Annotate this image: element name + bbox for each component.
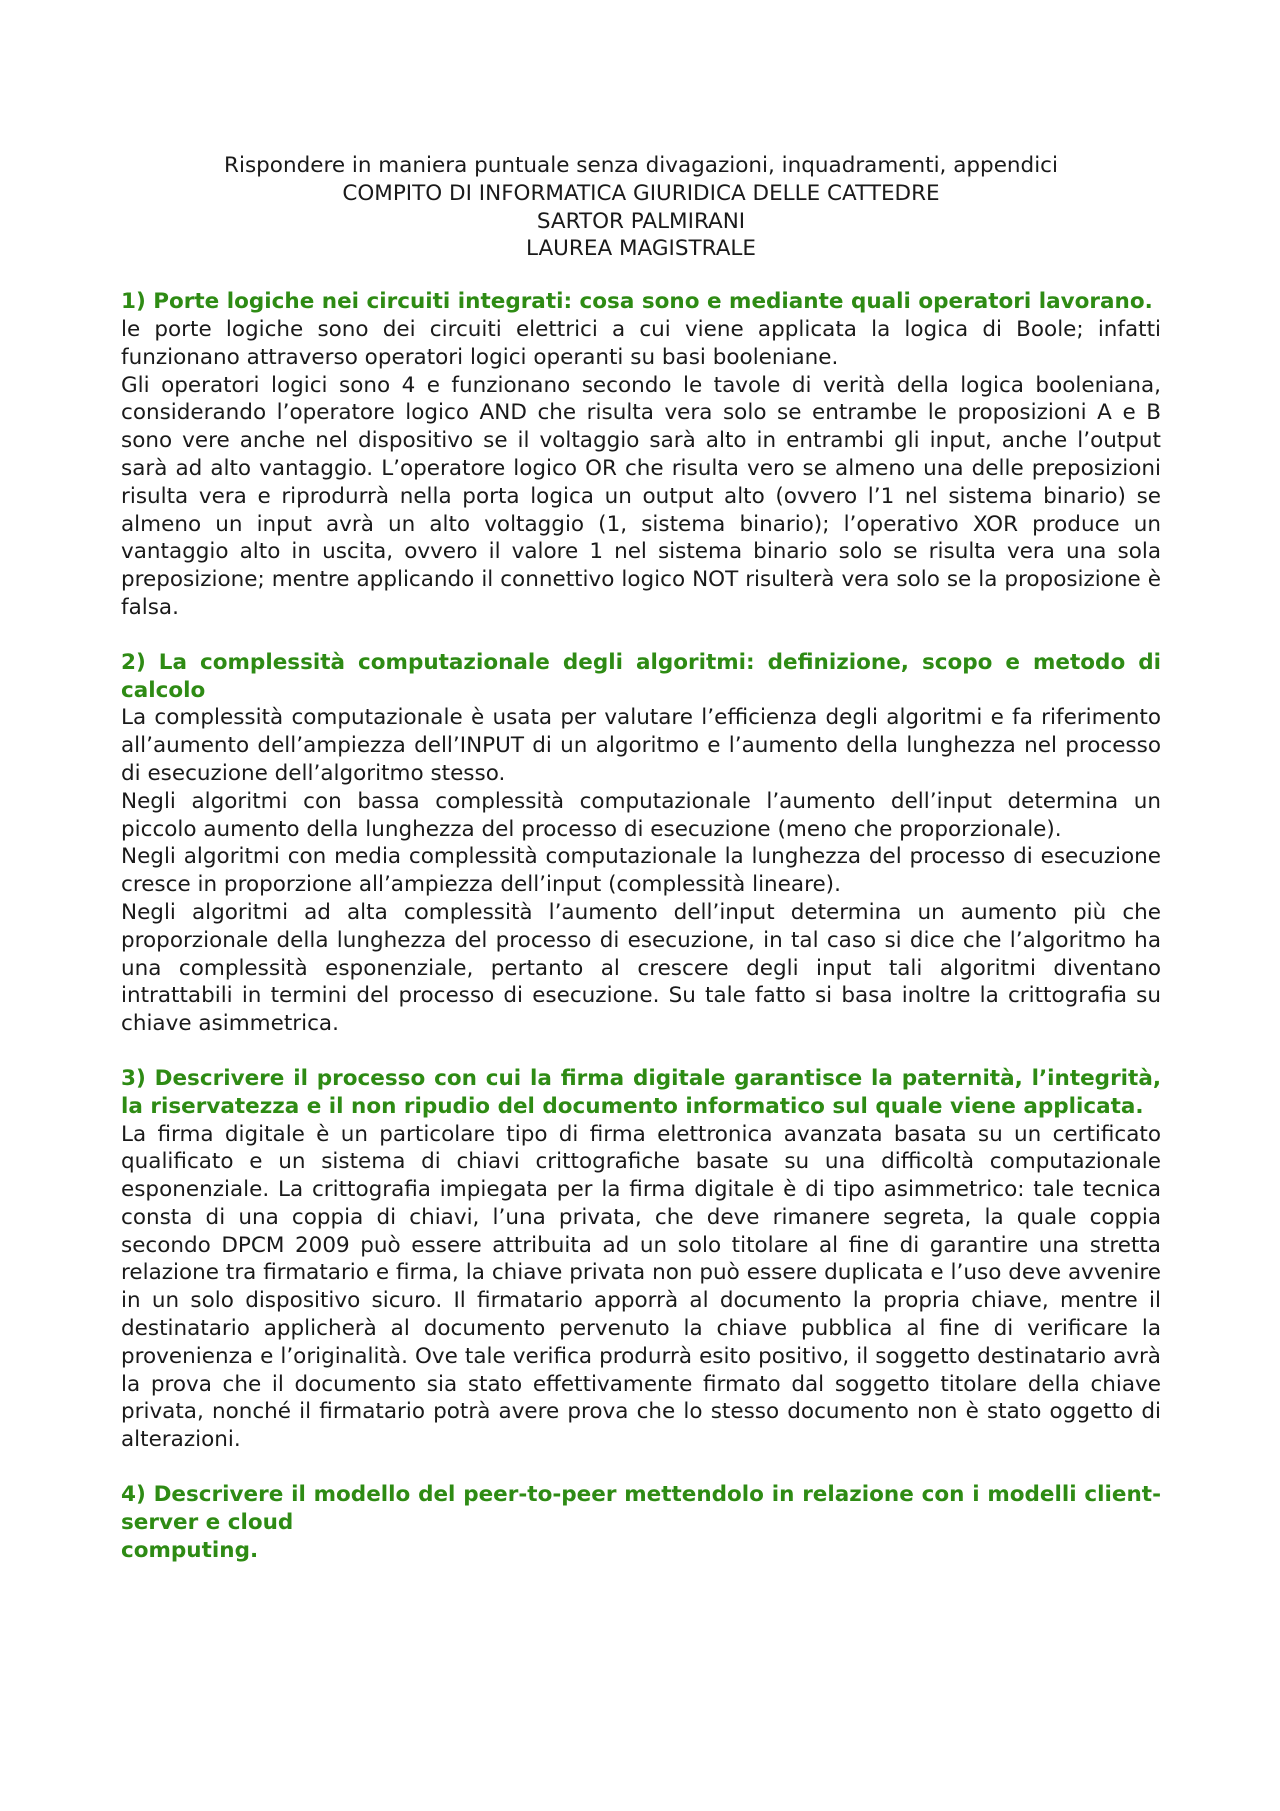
answer-3-paragraph: La firma digitale è un particolare tipo di firma elettronica avanzata basata su un certificato qualificato e un sistema di chiavi crittografiche basate su una difficoltà computazionale esponenziale. La crittografia impiegata per la firma digitale è di tipo asimmetrico: tale tecnica consta di una coppia di chiavi, l’una privata, che deve rimanere segreta, la quale coppia secondo DPCM 2009 può essere attribuita ad un solo titolare al fine di garantire una stretta relazione tra firmatario e firma, la chiave privata non può essere duplicata e l’uso deve avvenire in un solo dispositivo sicuro. Il firmatario apporrà al documento la propria chiave, mentre il destinatario applicherà al documento pervenuto la chiave pubblica al fine di verificare la provenienza e l’originalità. Ove tale verifica produrrà esito positivo, il soggetto destinatario avrà la prova che il documento sia stato effettivamente firmato dal soggetto titolare della chiave privata, nonché il firmatario potrà avere prova che lo stesso documento non è stato oggetto di alterazioni. [121,1121,1161,1453]
answer-1-paragraph: le porte logiche sono dei circuiti elettrici a cui viene applicata la logica di Boole; infatti funzionano attraverso operatori logici operanti su basi booleniane. [121,316,1161,370]
professors-line: SARTOR PALMIRANI [536,208,746,234]
document-header [121,152,1161,263]
question-1-heading: 1) Porte logiche nei circuiti integrati: cosa sono e mediante quali operatori lavorano. [121,289,1153,315]
answer-2 [121,704,1161,1038]
question-4-heading [121,1481,1161,1564]
answer-2-paragraph: Negli algoritmi ad alta complessità l’aumento dell’input determina un aumento più che proporzionale della lunghezza del processo di esecuzione, in tal caso si dice che l’algoritmo ha una complessità esponenziale, pertanto al crescere degli input tali algoritmi diventano intrattabili in termini del processo di esecuzione. Su tale fatto si basa inoltre la crittografia su chiave asimmetrica. [121,899,1161,1037]
answer-3 [121,1121,1161,1455]
answer-2-paragraph: Negli algoritmi con media complessità computazionale la lunghezza del processo di esecuzione cresce in proporzione all’ampiezza dell’input (complessità lineare). [121,844,1161,898]
question-3-heading: 3) Descrivere il processo con cui la firma digitale garantisce la paternità, l’integrità, la riservatezza e il non ripudio del documento informatico sul quale viene applicata. [121,1065,1161,1119]
instruction-line: Rispondere in maniera puntuale senza divagazioni, inquadramenti, appendici [224,153,1058,178]
section-4 [121,1481,1161,1564]
section-2 [121,649,1161,1038]
question-4-line: computing. [121,1537,259,1563]
answer-2-paragraph: Negli algoritmi con bassa complessità computazionale l’aumento dell’input determina un piccolo aumento della lunghezza del processo di esecuzione (meno che proporzionale). [121,788,1161,842]
degree-line: LAUREA MAGISTRALE [526,236,756,262]
answer-1 [121,316,1161,622]
question-2-heading: 2) La complessità computazionale degli algoritmi: definizione, scopo e metodo di calcolo [121,649,1161,703]
section-3 [121,1065,1161,1454]
answer-2-paragraph: La complessità computazionale è usata per valutare l’efficienza degli algoritmi e fa riferimento all’aumento dell’ampiezza dell’INPUT di un algoritmo e l’aumento della lunghezza nel processo di esecuzione dell’algoritmo stesso. [121,705,1161,786]
document-page [121,152,1161,1591]
exam-title: COMPITO DI INFORMATICA GIURIDICA DELLE CATTEDRE [342,180,940,206]
question-4-line: 4) Descrivere il modello del peer-to-peer mettendolo in relazione con i modelli client-server e cloud [121,1482,1161,1535]
section-1 [121,288,1161,622]
answer-1-paragraph: Gli operatori logici sono 4 e funzionano secondo le tavole di verità della logica booleniana, considerando l’operatore logico AND che risulta vera solo se entrambe le proposizioni A e B sono vere anche nel dispositivo se il voltaggio sarà alto in entrambi gli input, anche l’output sarà ad alto vantaggio. L’operatore logico OR che risulta vero se almeno una delle preposizioni risulta vera e riprodurrà nella porta logica un output alto (ovvero l’1 nel sistema binario) se almeno un input avrà un alto voltaggio (1, sistema binario); l’operativo XOR produce un vantaggio alto in uscita, ovvero il valore 1 nel sistema binario solo se risulta vera una sola preposizione; mentre applicando il connettivo logico NOT risulterà vera solo se la proposizione è falsa. [121,372,1161,620]
